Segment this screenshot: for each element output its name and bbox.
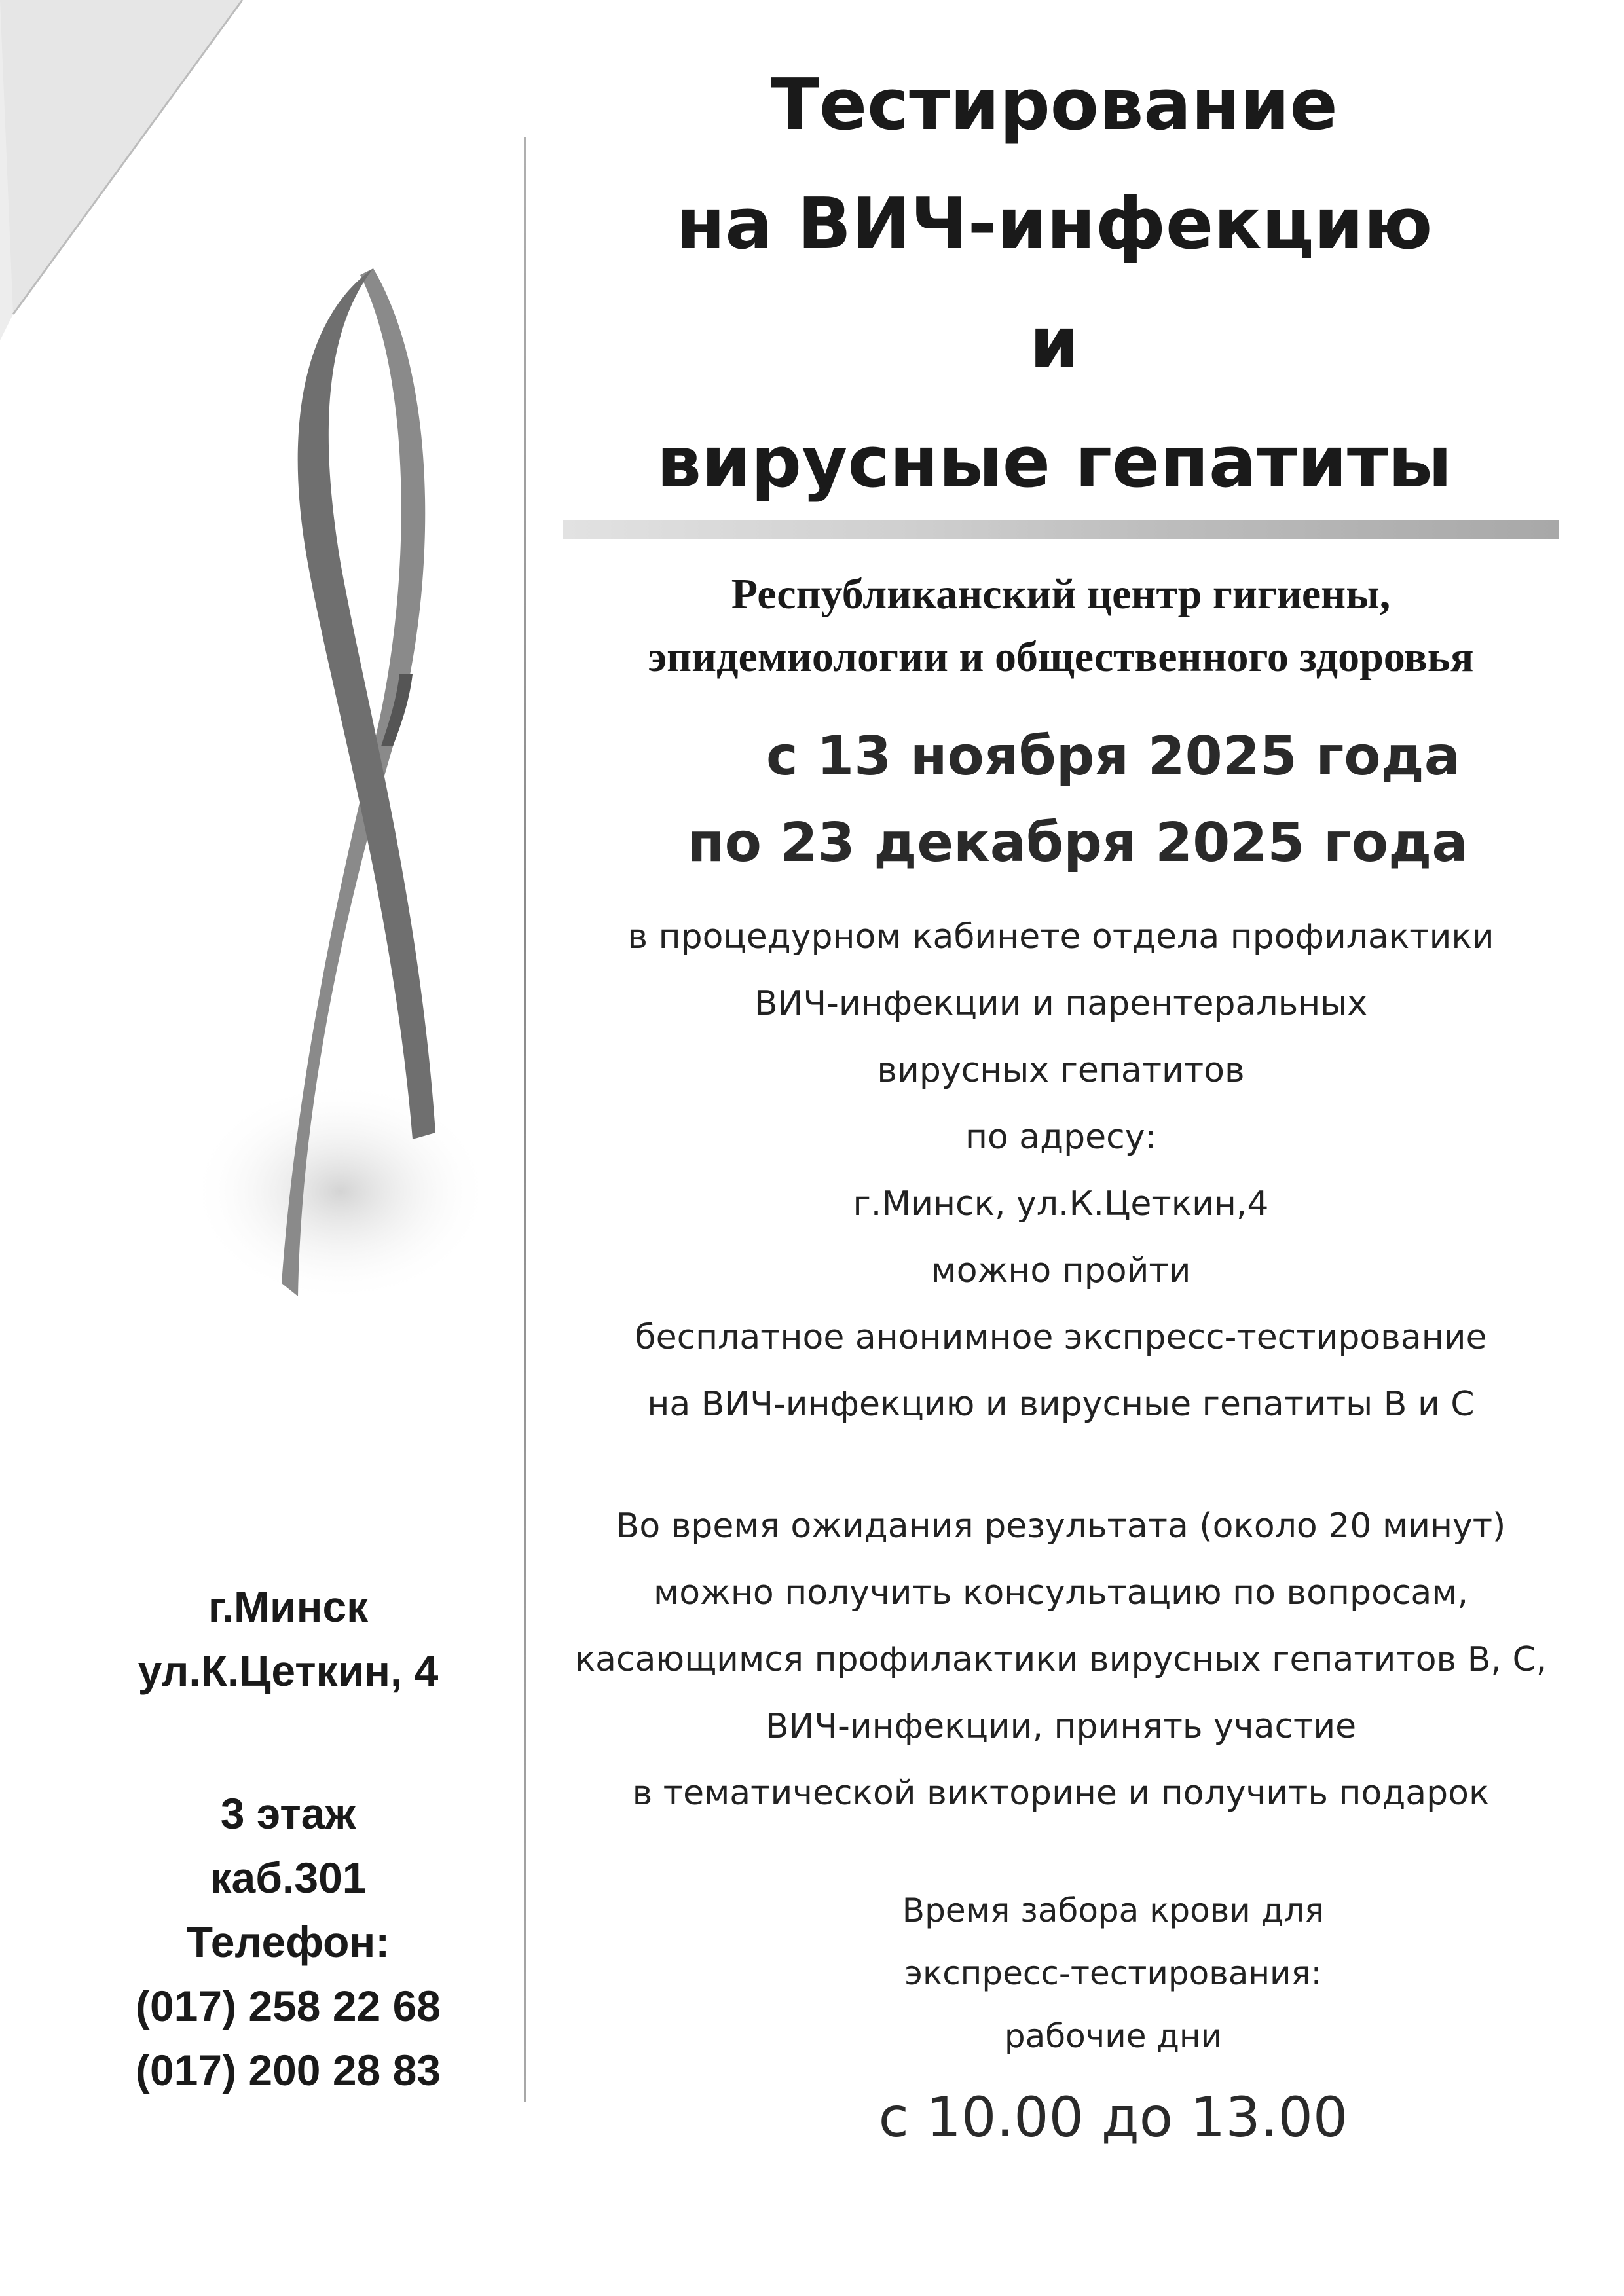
contact-info: [79, 1575, 498, 2102]
title-line: и: [1029, 302, 1079, 384]
hours-time: с 10.00 до 13.00: [878, 2085, 1348, 2149]
hours-line: экспресс-тестирования:: [904, 1954, 1322, 1992]
contact-phone: (017) 200 28 83: [135, 2046, 441, 2094]
consultation-line: ВИЧ-инфекции, принять участие: [765, 1707, 1357, 1746]
horizontal-separator: [563, 520, 1559, 539]
contact-floor: 3 этаж: [220, 1789, 356, 1838]
consultation-line: касающимся профилактики вирусных гепатитов В, С,: [574, 1640, 1547, 1679]
contact-phone: (017) 258 22 68: [135, 1982, 441, 2030]
consultation-line: Во время ожидания результата (около 20 минут): [616, 1506, 1506, 1546]
contact-street: ул.К.Цеткин, 4: [138, 1647, 439, 1695]
start-date: с 13 ноября 2025 года: [766, 725, 1461, 788]
description-line: в процедурном кабинете отдела профилактики: [627, 917, 1494, 957]
contact-city: г.Минск: [208, 1582, 369, 1631]
description-line: г.Минск, ул.К.Цеткин,4: [853, 1184, 1269, 1224]
blood-draw-hours: [720, 1879, 1506, 2163]
event-dates: [589, 714, 1545, 886]
description-line: по адресу:: [965, 1118, 1157, 1157]
organization-line: эпидемиологии и общественного здоровья: [648, 633, 1474, 681]
poster-title: [576, 46, 1532, 522]
consultation-line: в тематической викторине и получить подарок: [632, 1774, 1490, 1813]
description-line: ВИЧ-инфекции и парентеральных: [754, 984, 1368, 1023]
description-line: вирусных гепатитов: [877, 1051, 1245, 1090]
consultation-info: [563, 1493, 1559, 1827]
description-line: на ВИЧ-инфекцию и вирусные гепатиты В и С: [647, 1385, 1475, 1424]
description-line: бесплатное анонимное экспресс-тестирование: [635, 1318, 1487, 1357]
end-date: по 23 декабря 2025 года: [688, 812, 1468, 874]
vertical-divider: [524, 137, 526, 2102]
title-line: на ВИЧ-инфекцию: [676, 183, 1433, 265]
organization-name: [563, 563, 1559, 689]
awareness-ribbon-icon: [177, 249, 517, 1375]
event-description: [563, 903, 1559, 1438]
contact-room: каб.301: [210, 1853, 367, 1902]
title-line: Тестирование: [771, 64, 1338, 146]
title-line: вирусные гепатиты: [656, 422, 1452, 503]
contact-spacer: [79, 1703, 498, 1781]
consultation-line: можно получить консультацию по вопросам,: [654, 1573, 1468, 1613]
organization-line: Республиканский центр гигиены,: [731, 570, 1391, 618]
hours-line: рабочие дни: [1004, 2017, 1223, 2055]
description-line: можно пройти: [931, 1251, 1191, 1290]
hours-line: Время забора крови для: [902, 1891, 1325, 1929]
contact-phone-label: Телефон:: [186, 1918, 390, 1966]
